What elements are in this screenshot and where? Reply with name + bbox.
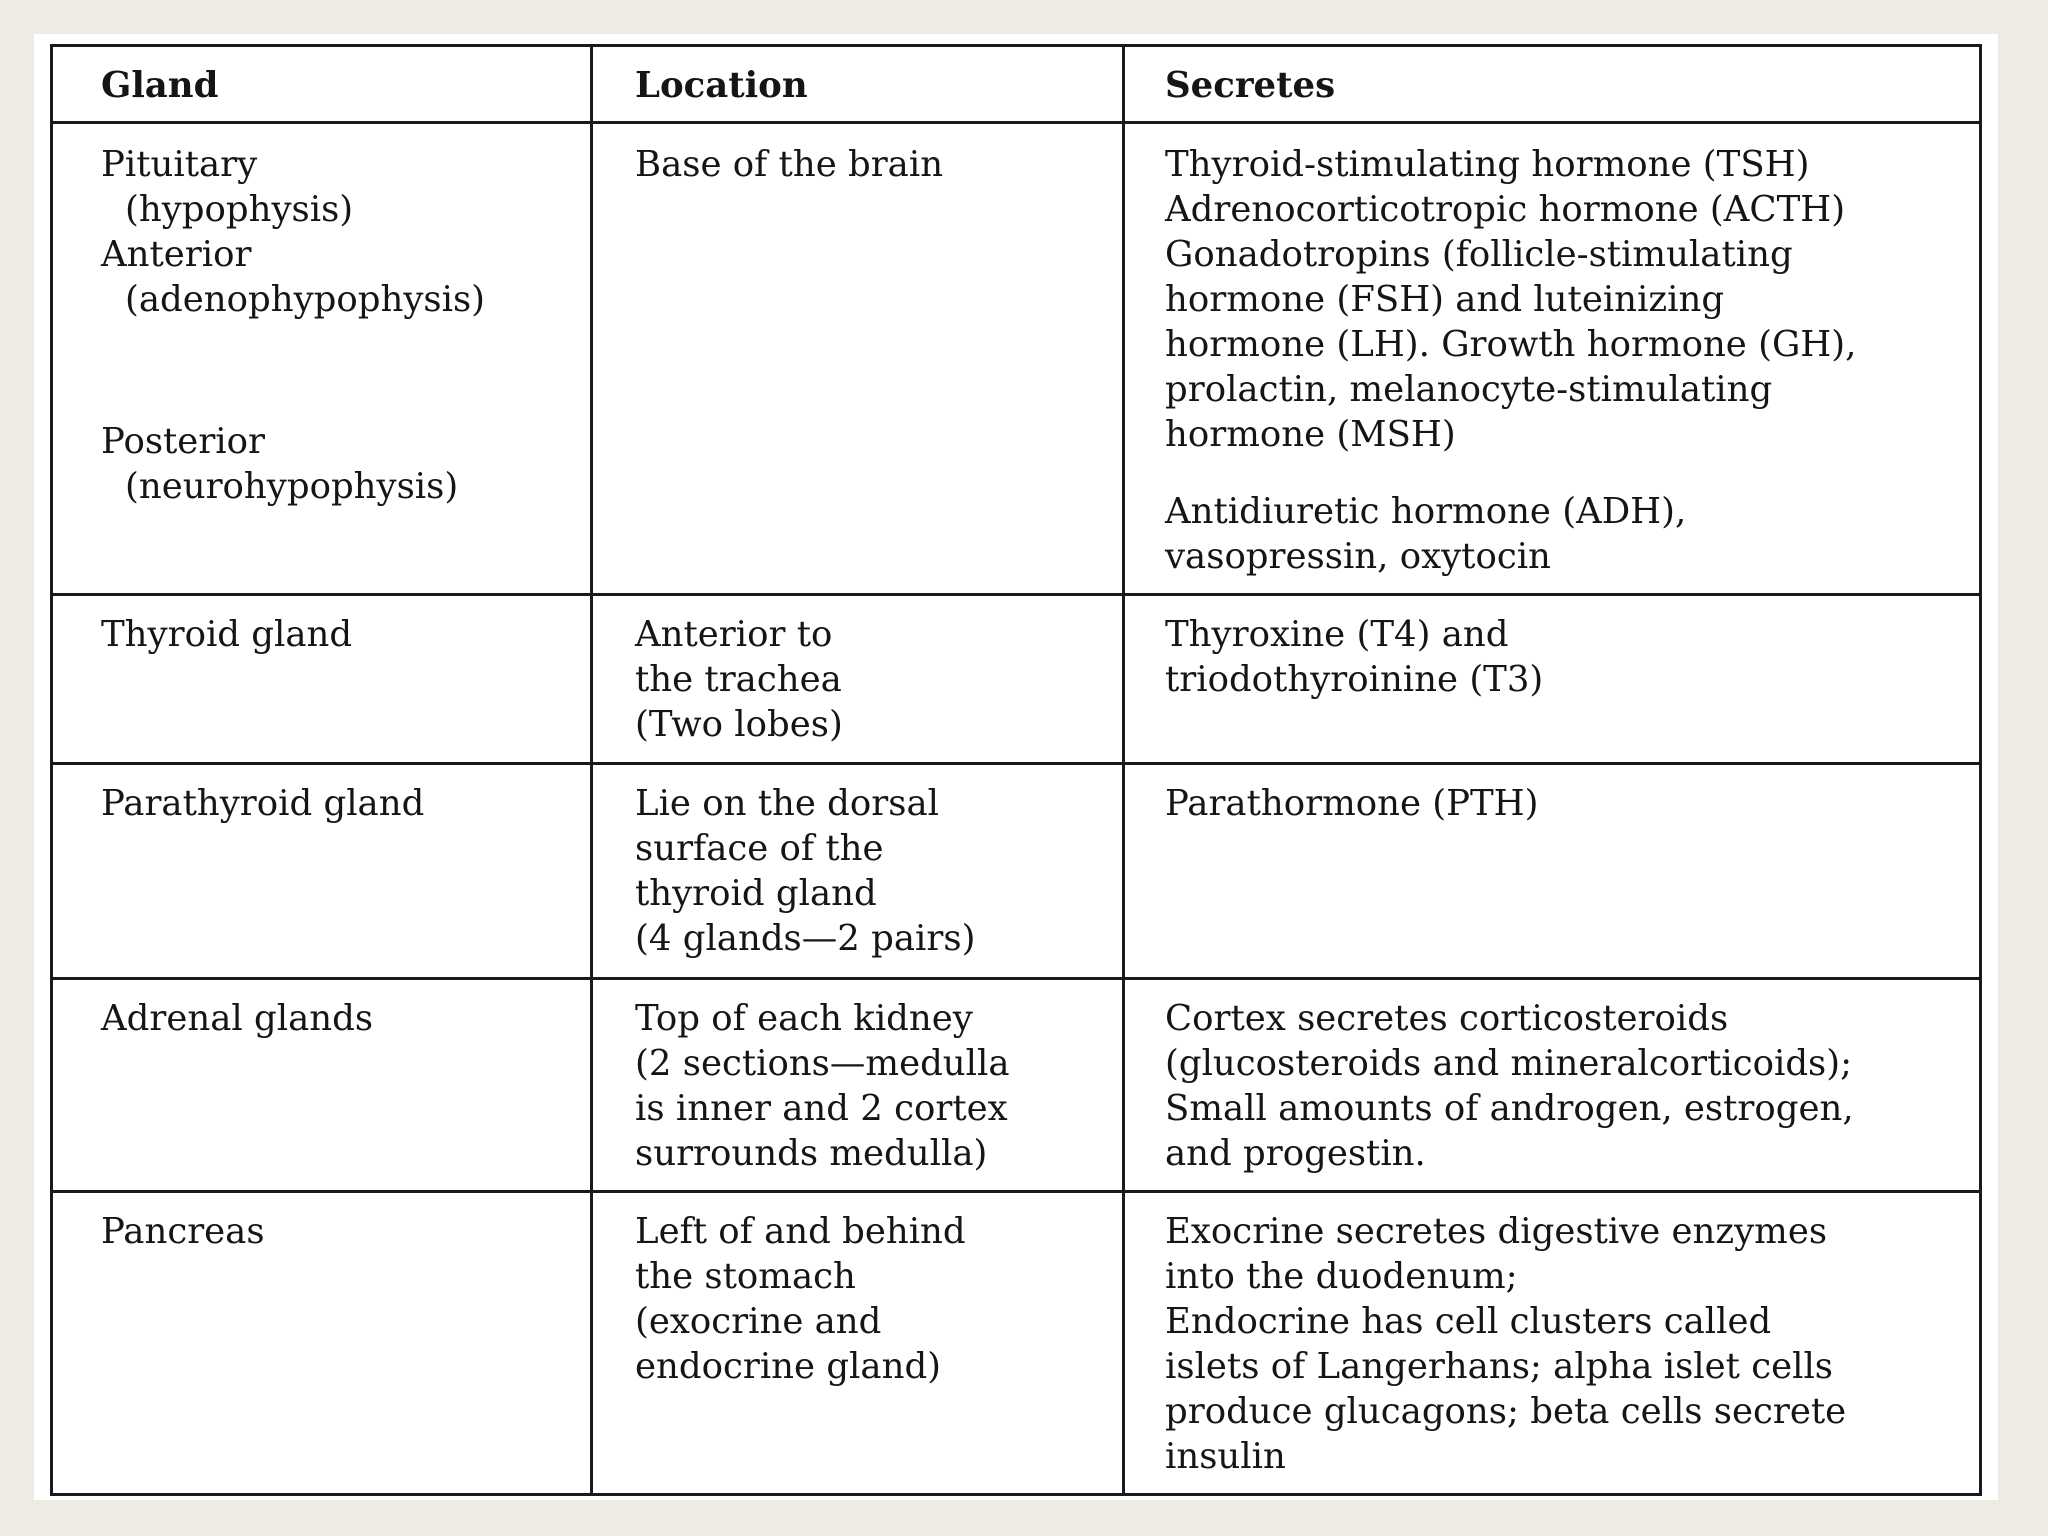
gland-cell-pituitary [52, 123, 592, 595]
location-line: Base of the brain [635, 144, 944, 185]
secretes-line: hormone (FSH) and luteinizing [1165, 279, 1725, 320]
location-line: Lie on the dorsal [635, 783, 939, 824]
location-line: the stomach [635, 1256, 856, 1297]
gland-line: Pituitary [101, 144, 258, 185]
secretes-line: Gonadotropins (follicle-stimulating [1165, 234, 1793, 275]
secretes-line: islets of Langerhans; alpha islet cells [1165, 1346, 1834, 1387]
table-row-adrenal [52, 979, 1981, 1192]
secretes-line: Exocrine secretes digestive enzymes [1165, 1211, 1828, 1252]
gland-line: (neurohypophysis) [125, 466, 459, 507]
spacer [101, 322, 570, 419]
gland-line: Posterior [101, 421, 265, 462]
secretes-cell-thyroid [1124, 595, 1981, 764]
location-line: Anterior to [635, 614, 833, 655]
secretes-line: Endocrine has cell clusters called [1165, 1301, 1772, 1342]
location-line: thyroid gland [635, 873, 877, 914]
secretes-line: Thyroxine (T4) and [1165, 614, 1509, 655]
slide [34, 34, 1998, 1500]
location-line: surrounds medulla) [635, 1133, 988, 1174]
secretes-line: produce glucagons; beta cells secrete [1165, 1391, 1847, 1432]
location-line: (2 sections—medulla [635, 1043, 1010, 1084]
gland-line: Anterior [101, 234, 252, 275]
spacer [1165, 457, 1965, 489]
secretes-line: vasopressin, oxytocin [1165, 536, 1551, 577]
header-row [52, 46, 1981, 123]
secretes-line: Parathormone (PTH) [1165, 783, 1539, 824]
secretes-line: Thyroid-stimulating hormone (TSH) [1165, 144, 1810, 185]
gland-cell-parathyroid [52, 764, 592, 979]
location-line: endocrine gland) [635, 1346, 942, 1387]
table-row-thyroid [52, 595, 1981, 764]
location-line: (Two lobes) [635, 704, 843, 745]
location-line: (exocrine and [635, 1301, 882, 1342]
gland-line: (hypophysis) [125, 189, 354, 230]
secretes-line: Small amounts of androgen, estrogen, [1165, 1088, 1854, 1129]
secretes-cell-parathyroid [1124, 764, 1981, 979]
header-location: Location [592, 46, 1124, 123]
gland-cell-pancreas [52, 1192, 592, 1495]
secretes-cell-pituitary [1124, 123, 1981, 595]
gland-line: Pancreas [101, 1211, 265, 1252]
secretes-line: hormone (LH). Growth hormone (GH), [1165, 324, 1857, 365]
secretes-line: Antidiuretic hormone (ADH), [1165, 491, 1687, 532]
table-row-pituitary [52, 123, 1981, 595]
location-line: Top of each kidney [635, 998, 973, 1039]
secretes-line: triodothyroinine (T3) [1165, 659, 1544, 700]
location-cell-adrenal [592, 979, 1124, 1192]
header-secretes: Secretes [1124, 46, 1981, 123]
table-row-parathyroid [52, 764, 1981, 979]
location-line: Left of and behind [635, 1211, 966, 1252]
gland-line: Parathyroid gland [101, 783, 425, 824]
location-line: (4 glands—2 pairs) [635, 918, 976, 959]
gland-line: Adrenal glands [101, 998, 374, 1039]
secretes-line: hormone (MSH) [1165, 414, 1456, 455]
header-gland: Gland [52, 46, 592, 123]
gland-line: Thyroid gland [101, 614, 353, 655]
table-row-pancreas [52, 1192, 1981, 1495]
secretes-line: into the duodenum; [1165, 1256, 1518, 1297]
location-line: surface of the [635, 828, 884, 869]
secretes-cell-pancreas [1124, 1192, 1981, 1495]
gland-cell-thyroid [52, 595, 592, 764]
gland-cell-adrenal [52, 979, 592, 1192]
secretes-cell-adrenal [1124, 979, 1981, 1192]
secretes-line: prolactin, melanocyte-stimulating [1165, 369, 1773, 410]
secretes-line: (glucosteroids and mineralcorticoids); [1165, 1043, 1853, 1084]
secretes-line: Adrenocorticotropic hormone (ACTH) [1165, 189, 1846, 230]
secretes-line: and progestin. [1165, 1133, 1426, 1174]
location-cell-parathyroid [592, 764, 1124, 979]
location-cell-pituitary [592, 123, 1124, 595]
endocrine-glands-table [50, 44, 1982, 1496]
location-line: is inner and 2 cortex [635, 1088, 1008, 1129]
secretes-line: insulin [1165, 1436, 1286, 1477]
location-line: the trachea [635, 659, 842, 700]
location-cell-thyroid [592, 595, 1124, 764]
gland-line: (adenophypophysis) [125, 279, 486, 320]
location-cell-pancreas [592, 1192, 1124, 1495]
secretes-line: Cortex secretes corticosteroids [1165, 998, 1729, 1039]
